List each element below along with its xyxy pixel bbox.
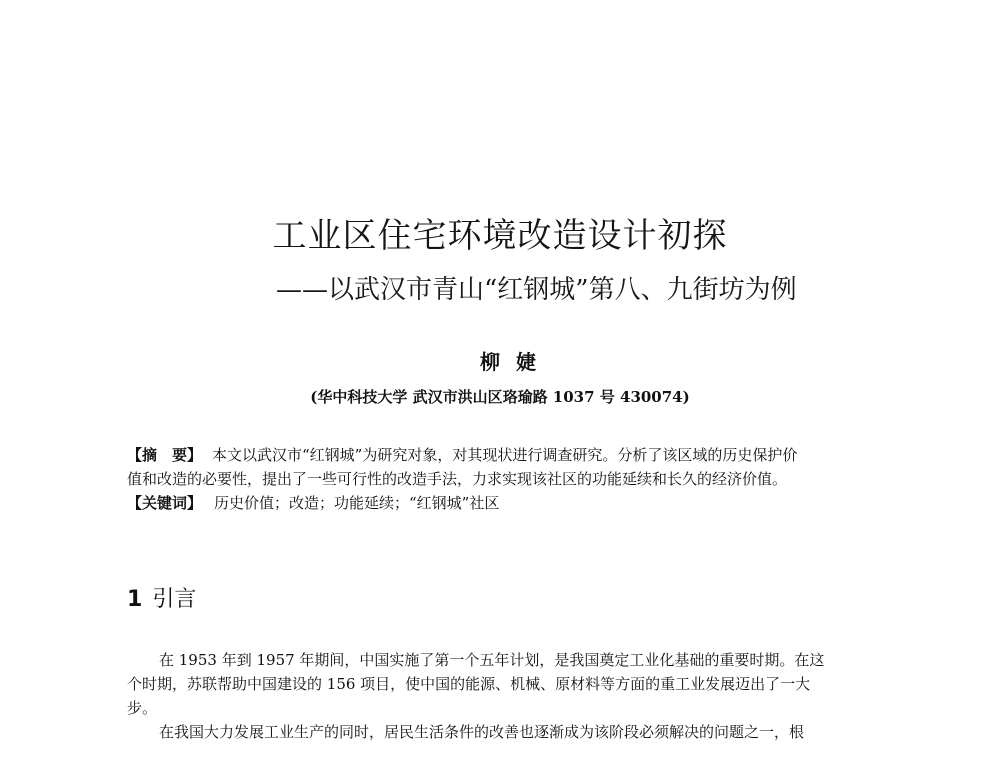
author-affiliation: (华中科技大学 武汉市洪山区珞瑜路 1037 号 430074) bbox=[310, 388, 690, 406]
abstract-text-2: 值和改造的必要性，提出了一些可行性的改造手法，力求实现该社区的功能延续和长久的经济价值。 bbox=[127, 470, 788, 488]
paragraph-1-line-3 bbox=[127, 696, 889, 720]
paragraph-2-line-1 bbox=[127, 720, 889, 744]
abstract-label: 【摘 要】 bbox=[127, 446, 203, 464]
paragraph-1-text-2: 个时期，苏联帮助中国建设的 156 项目，使中国的能源、机械、原材料等方面的重工业发展迈出了一大 bbox=[127, 675, 811, 693]
section-number: 1 bbox=[127, 587, 143, 612]
paragraph-1-text-3: 步。 bbox=[127, 699, 158, 717]
abstract-text-1: 本文以武汉市“红钢城”为研究对象，对其现状进行调查研究。分析了该区域的历史保护价 bbox=[212, 446, 798, 464]
keywords-label: 【关键词】 bbox=[127, 494, 203, 512]
paragraph-1-line-1 bbox=[127, 648, 889, 672]
abstract-line-2 bbox=[127, 467, 887, 491]
section-heading-introduction bbox=[127, 585, 196, 615]
paragraph-1-text-1: 在 1953 年到 1957 年期间，中国实施了第一个五年计划，是我国奠定工业化基础的重要时期。在这 bbox=[159, 651, 825, 669]
paragraph-2-text-1: 在我国大力发展工业生产的同时，居民生活条件的改善也逐渐成为该阶段必须解决的问题之一，根 bbox=[159, 723, 805, 741]
paper-subtitle: ——以武汉市青山“红钢城”第八、九街坊为例 bbox=[276, 275, 797, 305]
author-name: 柳婕 bbox=[480, 350, 552, 374]
keywords-text: 历史价值；改造；功能延续；“红钢城”社区 bbox=[214, 494, 500, 512]
paper-title: 工业区住宅环境改造设计初探 bbox=[272, 216, 728, 256]
abstract-block bbox=[127, 443, 887, 515]
paragraph-1-line-2 bbox=[127, 672, 889, 696]
cut-off-text-fragment bbox=[127, 752, 887, 759]
section-body bbox=[127, 648, 889, 744]
abstract-line-1 bbox=[127, 443, 887, 467]
section-title: 引言 bbox=[152, 587, 197, 612]
keywords-line bbox=[127, 491, 887, 515]
